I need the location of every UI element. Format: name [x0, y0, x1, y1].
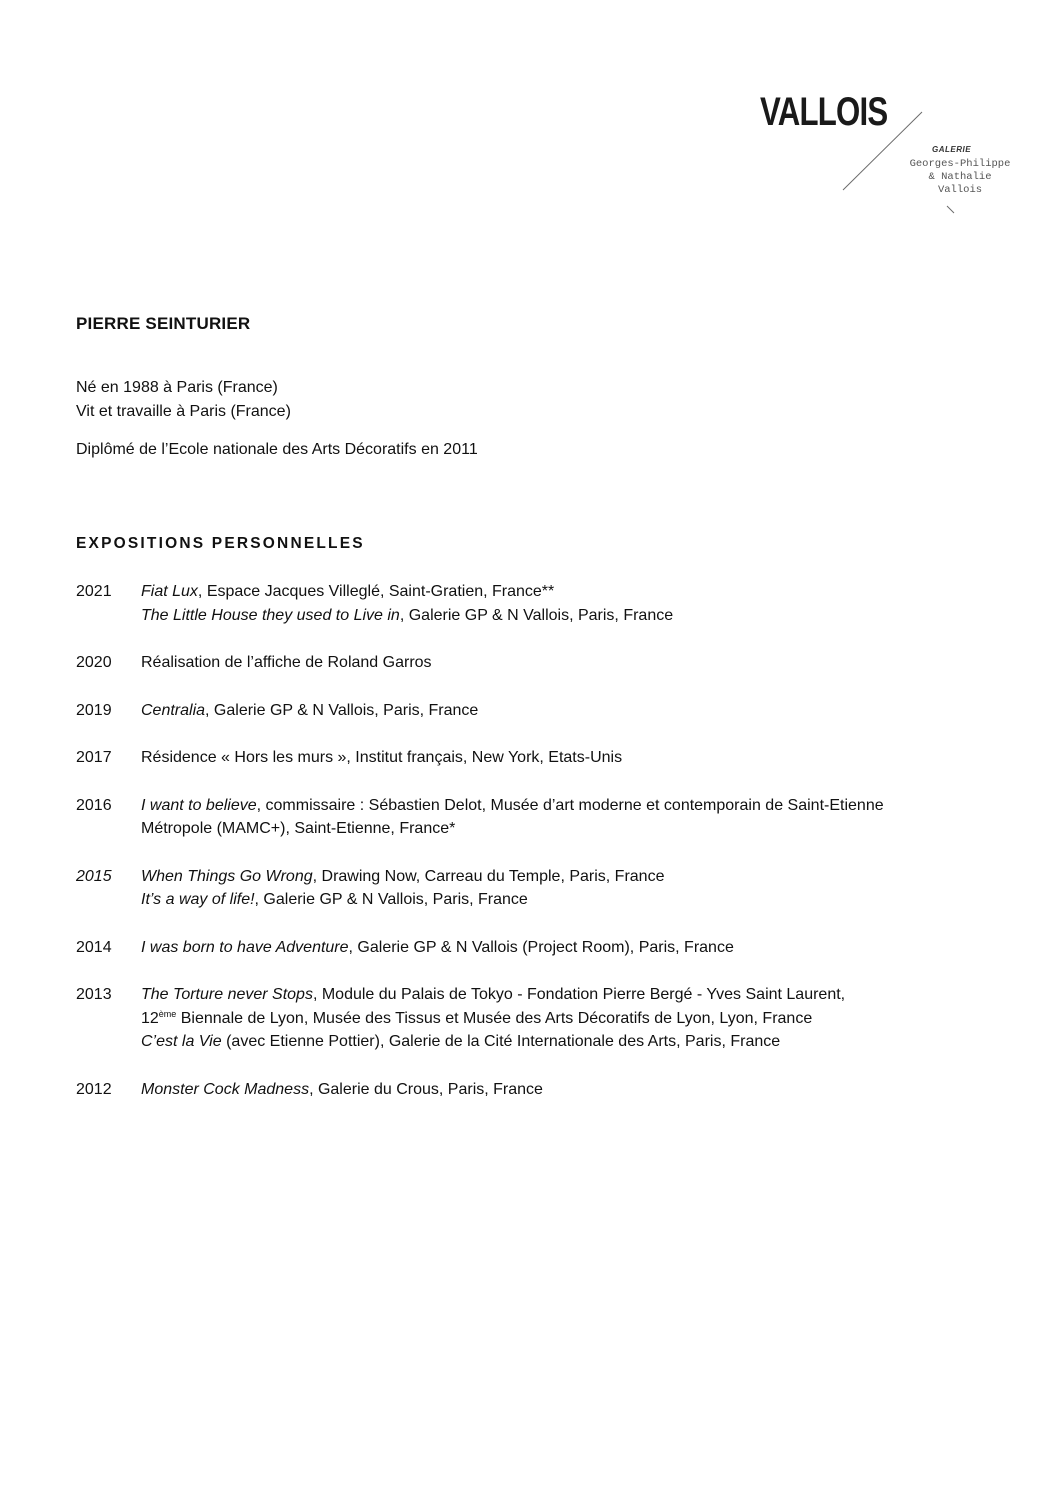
exhibition-venue: Métropole (MAMC+), Saint-Etienne, France*	[141, 820, 456, 837]
exhibition-entry	[76, 983, 1036, 1054]
exhibition-year: 2013	[76, 986, 112, 1003]
exhibition-details	[141, 983, 1036, 1054]
exhibition-details	[141, 1078, 1036, 1102]
exhibition-venue: , Module du Palais de Tokyo - Fondation Pierre Bergé - Yves Saint Laurent,	[312, 986, 846, 1003]
logo-wordmark: VALLOIS	[760, 90, 888, 134]
bio-birth: Né en 1988 à Paris (France)	[76, 379, 278, 396]
exhibition-title: The Little House they used to Live in	[141, 606, 400, 624]
exhibition-year: 2021	[76, 583, 112, 600]
exhibition-entry	[76, 1078, 1036, 1102]
exhibition-title: Monster Cock Madness	[141, 1080, 310, 1098]
bio-residence: Vit et travaille à Paris (France)	[76, 403, 291, 420]
exhibition-line	[141, 1030, 1036, 1054]
exhibition-entry	[76, 865, 1036, 912]
exhibition-line	[141, 817, 1036, 841]
exhibition-line	[141, 794, 1036, 818]
exhibition-venue: , Drawing Now, Carreau du Temple, Paris, France	[312, 867, 665, 885]
logo-galerie-label: GALERIE	[932, 145, 972, 154]
exhibition-line	[141, 936, 1036, 960]
exhibition-venue: , Espace Jacques Villeglé, Saint-Gratien, France**	[197, 583, 555, 600]
exhibition-title: C’est la Vie	[141, 1033, 222, 1050]
exhibition-venue: , Galerie du Crous, Paris, France	[309, 1080, 543, 1098]
exhibition-year: 2014	[76, 938, 112, 956]
section-title: EXPOSITIONS PERSONNELLES	[76, 535, 365, 552]
exhibition-line	[141, 983, 1036, 1007]
exhibition-venue: , Galerie GP & N Vallois, Paris, France	[254, 891, 528, 908]
gallery-logo	[760, 90, 1050, 230]
exhibition-entry	[76, 794, 1036, 841]
exhibition-year: 2012	[76, 1080, 112, 1098]
exhibition-entry	[76, 699, 1036, 723]
exhibition-venue: Résidence « Hors les murs », Institut français, New York, Etats-Unis	[141, 749, 623, 766]
artist-bio	[76, 376, 478, 462]
exhibition-year: 2020	[76, 654, 112, 671]
ordinal-suffix: ème	[158, 1008, 177, 1019]
exhibition-details	[141, 651, 1036, 675]
exhibition-title: I was born to have Adventure	[141, 938, 349, 956]
exhibition-line	[141, 746, 1036, 770]
exhibition-venue: , Galerie GP & N Vallois, Paris, France	[205, 701, 479, 719]
exhibition-line	[141, 651, 1036, 675]
exhibition-line	[141, 1078, 1036, 1102]
bio-education: Diplômé de l’Ecole nationale des Arts Décoratifs en 2011	[76, 441, 478, 458]
exhibition-venue: Réalisation de l’affiche de Roland Garros	[141, 654, 432, 671]
exhibition-title: I want to believe	[141, 796, 257, 814]
exhibition-title: The Torture never Stops	[141, 986, 313, 1003]
exhibitions-list	[76, 580, 1036, 1125]
logo-gallery-names	[880, 158, 1040, 197]
exhibition-line	[141, 580, 1036, 604]
exhibition-venue: Biennale de Lyon, Musée des Tissus et Musée des Arts Décoratifs de Lyon, Lyon, France	[176, 1009, 813, 1027]
exhibition-year: 2019	[76, 701, 112, 719]
logo-name-line: Vallois	[937, 184, 983, 196]
edition-number: 12	[141, 1009, 159, 1027]
exhibition-entry	[76, 651, 1036, 675]
artist-name: PIERRE SEINTURIER	[76, 314, 251, 333]
exhibition-entry	[76, 580, 1036, 627]
exhibition-year: 2016	[76, 796, 112, 814]
logo-name-line: & Nathalie	[928, 171, 992, 183]
exhibition-venue: , commissaire : Sébastien Delot, Musée d’art moderne et contemporain de Saint-Etienne	[256, 796, 884, 814]
exhibition-details	[141, 794, 1036, 841]
exhibition-title: When Things Go Wrong	[141, 867, 313, 885]
exhibition-venue: (avec Etienne Pottier), Galerie de la Cité Internationale des Arts, Paris, France	[221, 1033, 781, 1050]
exhibition-title: Centralia	[141, 701, 206, 719]
exhibition-entry	[76, 746, 1036, 770]
logo-name-line: Georges-Philippe	[909, 158, 1011, 170]
exhibition-entry	[76, 936, 1036, 960]
exhibition-year: 2015	[76, 867, 112, 885]
exhibition-title: It’s a way of life!	[141, 891, 255, 908]
exhibition-line	[141, 604, 1036, 628]
exhibition-details	[141, 746, 1036, 770]
exhibition-line	[141, 699, 1036, 723]
exhibition-details	[141, 580, 1036, 627]
exhibition-year: 2017	[76, 749, 112, 766]
exhibition-details	[141, 699, 1036, 723]
exhibition-line	[141, 888, 1036, 912]
exhibition-details	[141, 865, 1036, 912]
exhibition-line	[141, 1007, 1036, 1031]
exhibition-line	[141, 865, 1036, 889]
exhibition-venue: , Galerie GP & N Vallois (Project Room), Paris, France	[348, 938, 734, 956]
exhibition-title: Fiat Lux	[141, 583, 198, 600]
exhibition-venue: , Galerie GP & N Vallois, Paris, France	[399, 606, 674, 624]
exhibition-details	[141, 936, 1036, 960]
